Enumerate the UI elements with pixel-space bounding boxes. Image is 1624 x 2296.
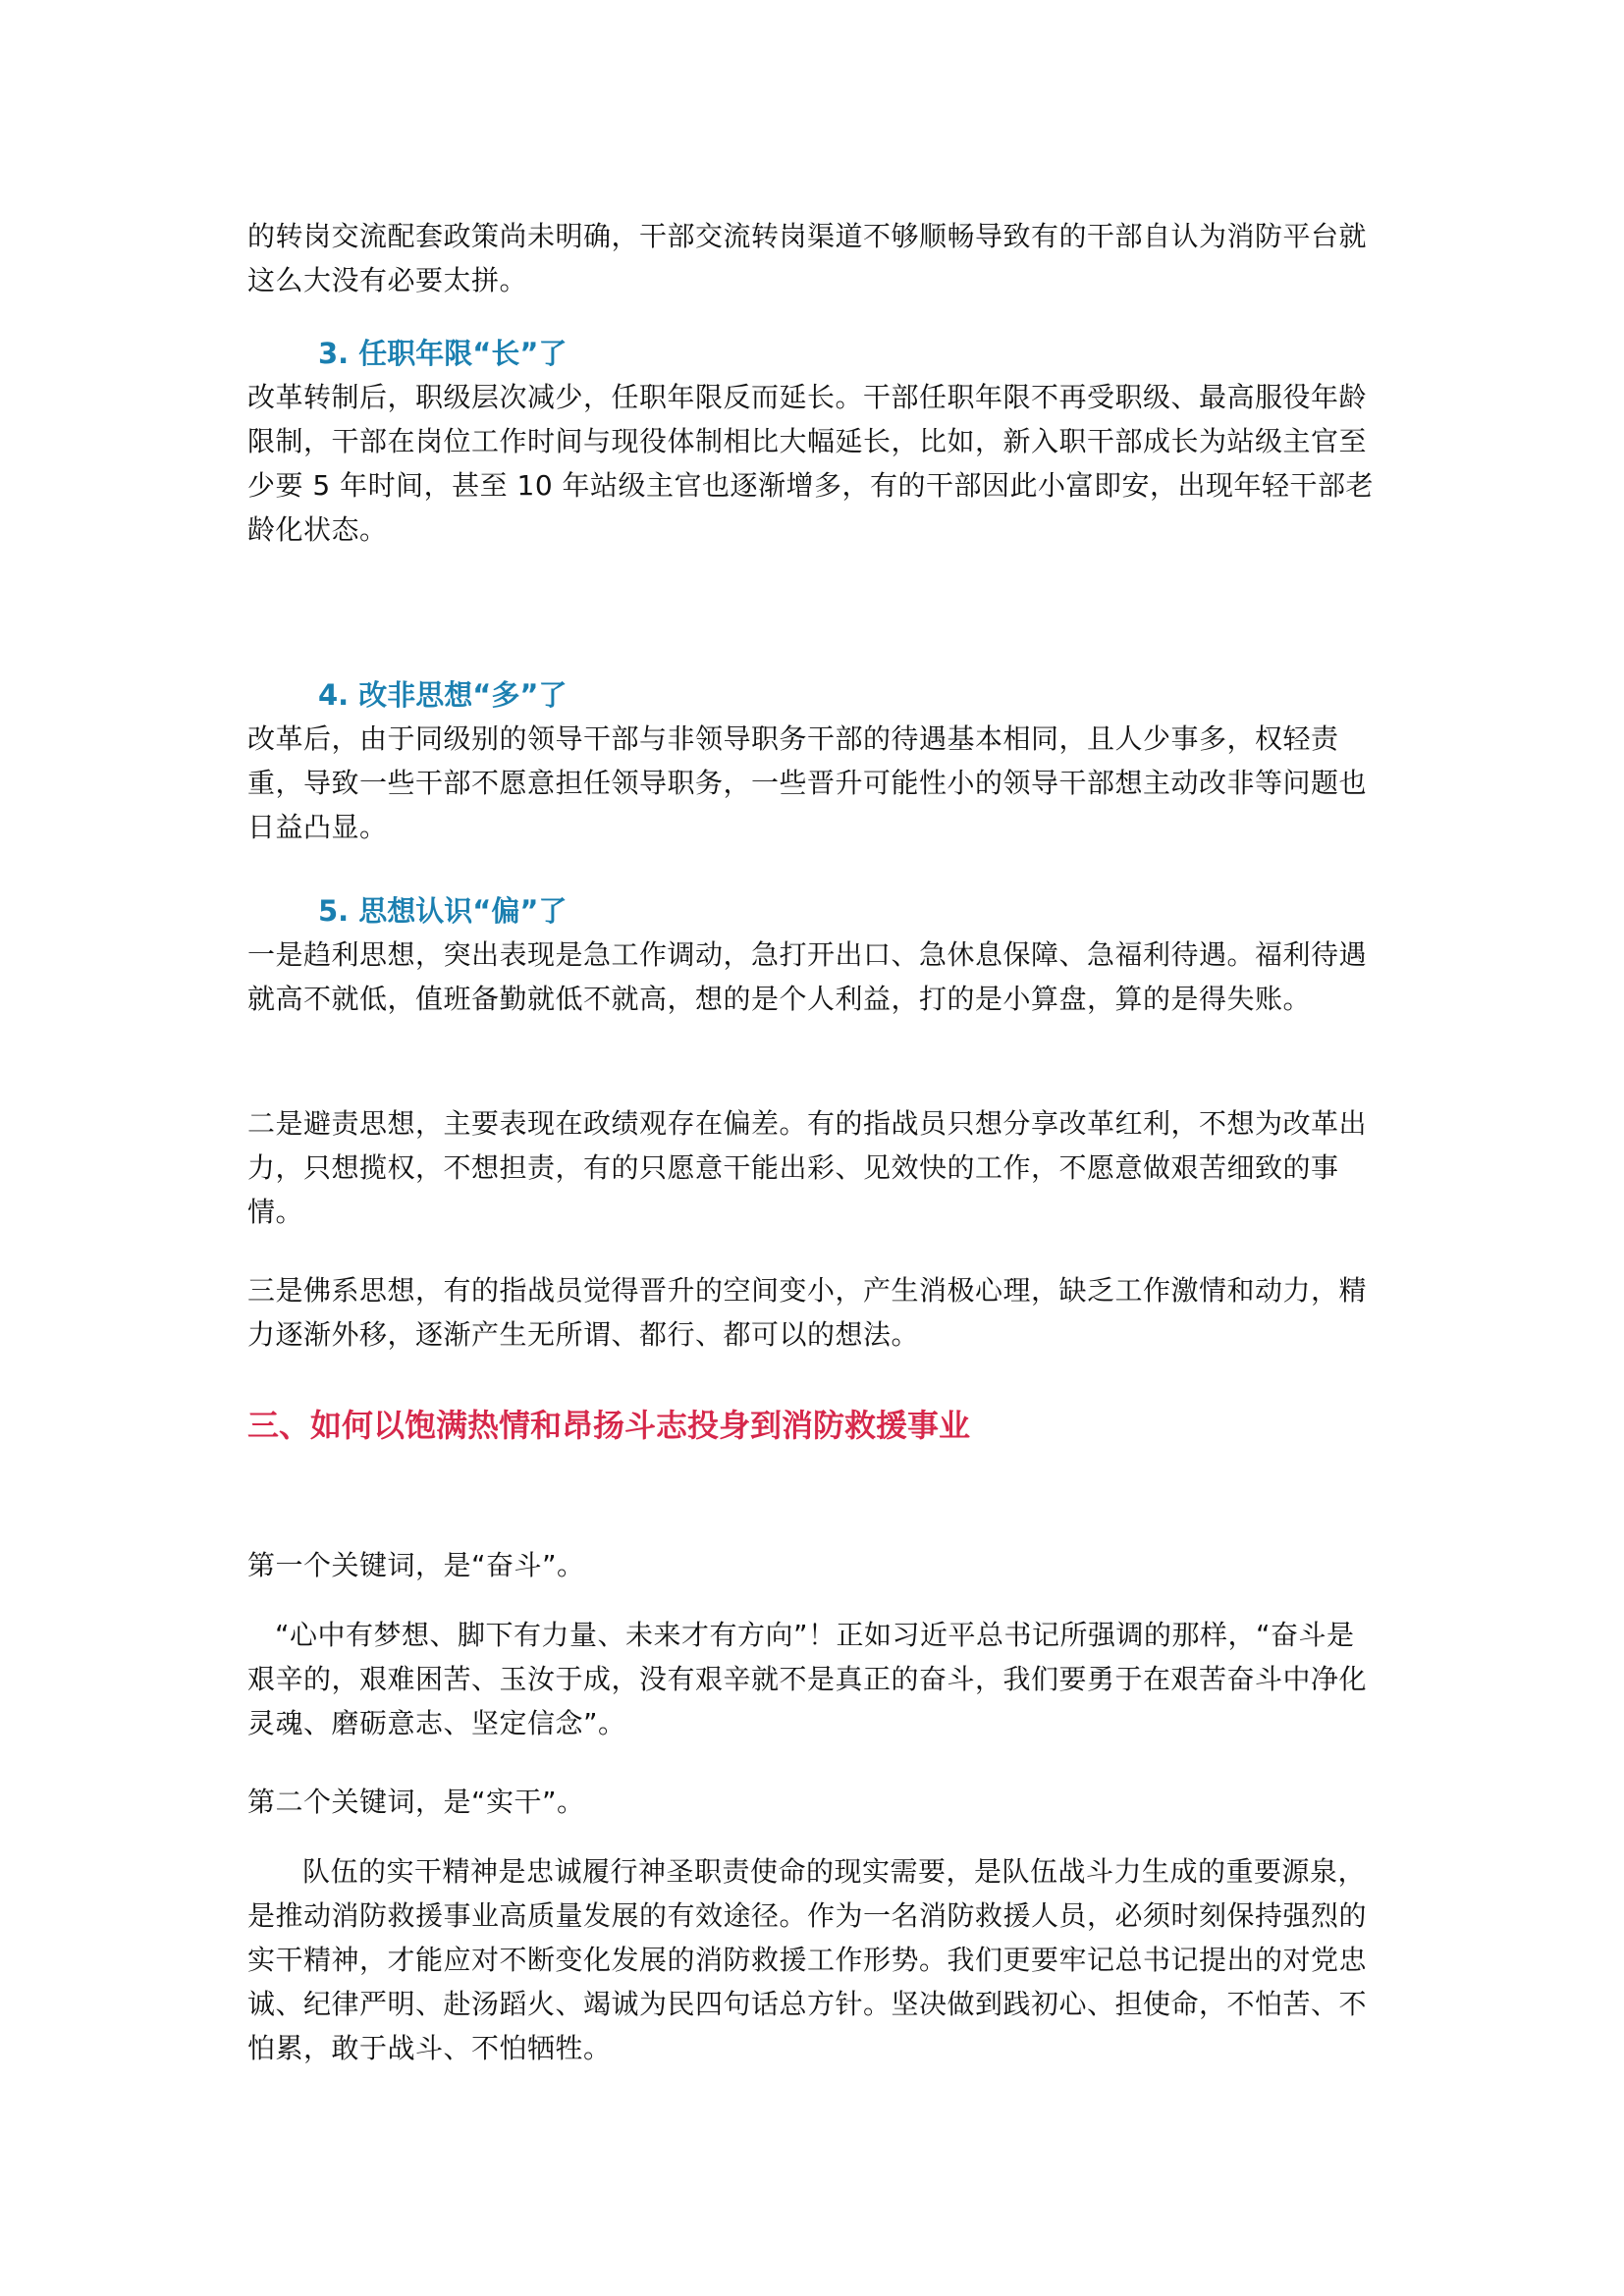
continuation-paragraph: 的转岗交流配套政策尚未明确，干部交流转岗渠道不够顺畅导致有的干部自认为消防平台就这么大没有必要太拼。 bbox=[247, 220, 1368, 296]
section-5-paragraph-2: 二是避责思想，主要表现在政绩观存在偏差。有的指战员只想分享改革红利，不想为改革出力，只想揽权，不想担责，有的只愿意干能出彩、见效快的工作，不愿意做艰苦细致的事情。 bbox=[247, 1107, 1368, 1228]
section-heading-5: 5. 思想认识“偏”了 bbox=[318, 894, 568, 928]
section-3-paragraph: 改革转制后，职级层次减少，任职年限反而延长。干部任职年限不再受职级、最高服役年龄限制，干部在岗位工作时间与现役体制相比大幅延长，比如，新入职干部成长为站级主官至少要 5 年时间，甚至 10 年站级主官也逐渐增多，有的干部因此小富即安，出现年轻干部老龄化状态。 bbox=[247, 381, 1375, 546]
section-5-paragraph-3: 三是佛系思想，有的指战员觉得晋升的空间变小，产生消极心理，缺乏工作激情和动力，精力逐渐外移，逐渐产生无所谓、都行、都可以的想法。 bbox=[247, 1274, 1368, 1351]
keyword-2-body: 队伍的实干精神是忠诚履行神圣职责使命的现实需要，是队伍战斗力生成的重要源泉，是推动消防救援事业高质量发展的有效途径。作为一名消防救援人员，必须时刻保持强烈的实干精神，才能应对不断变化发展的消防救援工作形势。我们更要牢记总书记提出的对党忠诚、纪律严明、赴汤蹈火、竭诚为民四句话总方针。坚决做到践初心、担使命，不怕苦、不怕累，敢于战斗、不怕牺牲。 bbox=[247, 1855, 1368, 2064]
section-heading-4: 4. 改非思想“多”了 bbox=[318, 678, 568, 712]
major-heading: 三、如何以饱满热情和昂扬斗志投身到消防救援事业 bbox=[247, 1407, 971, 1444]
keyword-2: 第二个关键词，是“实干”。 bbox=[247, 1786, 585, 1818]
keyword-1: 第一个关键词，是“奋斗”。 bbox=[247, 1549, 585, 1581]
section-5-paragraph-1: 一是趋利思想，突出表现是急工作调动，急打开出口、急休息保障、急福利待遇。福利待遇就高不就低，值班备勤就低不就高，想的是个人利益，打的是小算盘，算的是得失账。 bbox=[247, 938, 1368, 1015]
keyword-1-body: “心中有梦想、脚下有力量、未来才有方向”！正如习近平总书记所强调的那样，“奋斗是艰辛的，艰难困苦、玉汝于成，没有艰辛就不是真正的奋斗，我们要勇于在艰苦奋斗中净化灵魂、磨砺意志、坚定信念”。 bbox=[247, 1619, 1368, 1739]
section-4-paragraph: 改革后，由于同级别的领导干部与非领导职务干部的待遇基本相同，且人少事多，权轻责重，导致一些干部不愿意担任领导职务，一些晋升可能性小的领导干部想主动改非等问题也日益凸显。 bbox=[247, 722, 1368, 843]
section-heading-3: 3. 任职年限“长”了 bbox=[318, 337, 568, 370]
